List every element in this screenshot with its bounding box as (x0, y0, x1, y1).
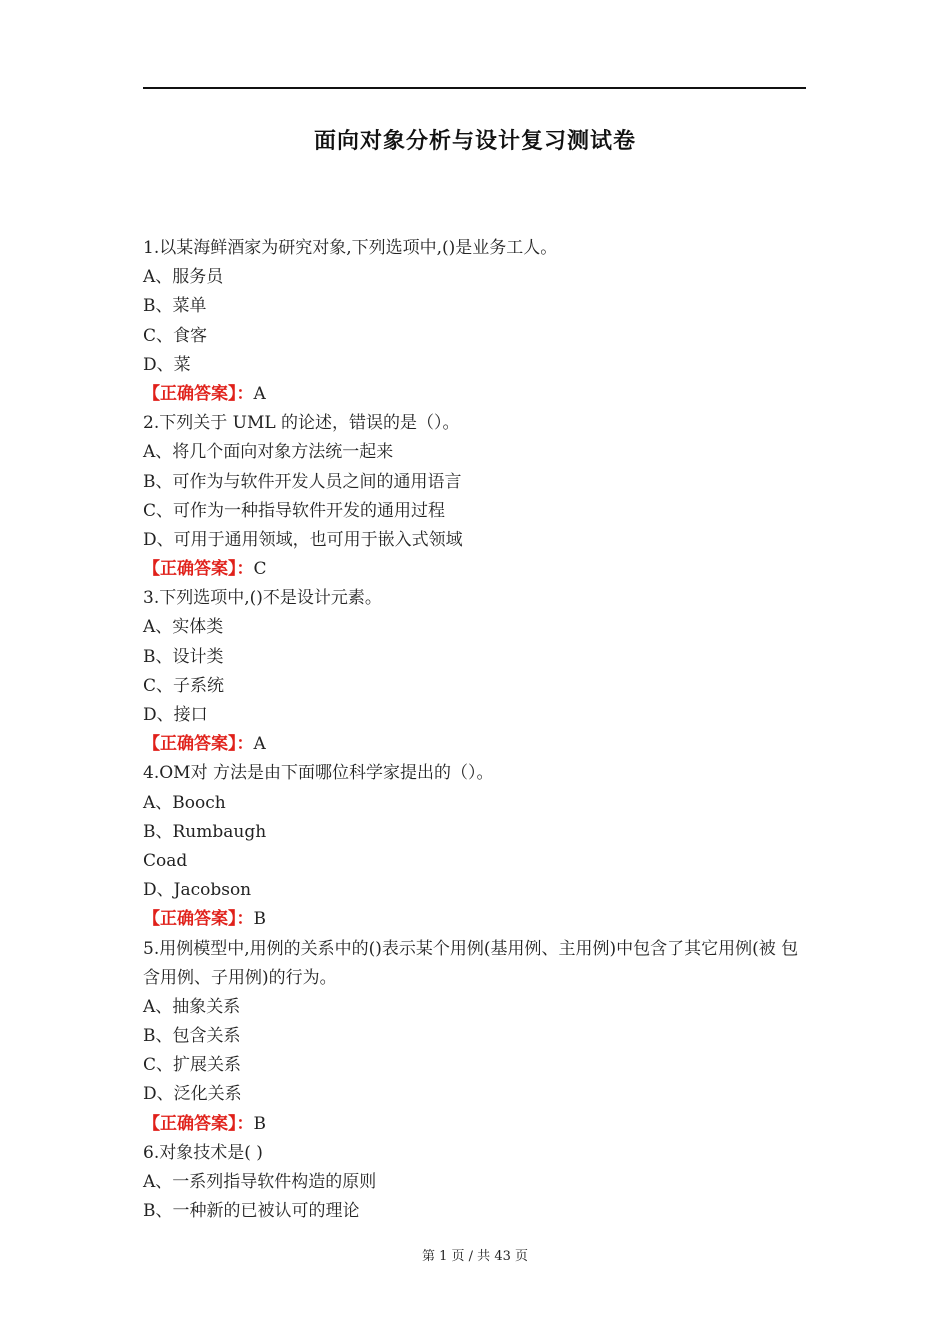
question-stem: 5.用例模型中,用例的关系中的()表示某个用例(基用例、主用例)中包含了其它用例(被 包含用例、子用例)的行为。 (143, 938, 799, 988)
option-c: C、食客 (143, 325, 208, 346)
question-stem: 4.OM对 方法是由下面哪位科学家提出的（）。 (143, 763, 494, 784)
option-b: B、一种新的已被认可的理论 (143, 1201, 360, 1222)
option-d: D、菜 (143, 354, 191, 375)
answer-line (143, 1110, 813, 1139)
header-rule (143, 87, 806, 89)
answer-label: 【正确答案】： (143, 1113, 254, 1134)
question-stem: 3.下列选项中,()不是设计元素。 (143, 588, 382, 609)
question-stem: 2.下列关于 UML 的论述，错误的是（）。 (143, 413, 460, 434)
option-a: A、服务员 (143, 267, 224, 288)
answer-label: 【正确答案】： (143, 909, 254, 930)
option-c: Coad (143, 850, 188, 871)
page-footer: 第 1 页 / 共 43 页 (422, 1249, 528, 1264)
option-a: A、抽象关系 (143, 996, 241, 1017)
option-b: B、菜单 (143, 296, 207, 317)
answer-value: A (253, 383, 266, 404)
option-d: D、泛化关系 (143, 1084, 242, 1105)
option-a: A、实体类 (143, 617, 224, 638)
option-d: D、Jacobson (143, 880, 252, 901)
option-b: B、设计类 (143, 646, 224, 667)
option-c: C、扩展关系 (143, 1055, 242, 1076)
option-a: A、Booch (143, 792, 226, 813)
option-a: A、一系列指导软件构造的原则 (143, 1172, 377, 1193)
page-title: 面向对象分析与设计复习测试卷 (313, 129, 636, 154)
option-c: C、可作为一种指导软件开发的通用过程 (143, 500, 446, 521)
option-c: C、子系统 (143, 675, 225, 696)
answer-value: B (253, 909, 266, 930)
answer-line (143, 555, 813, 584)
question-list (143, 234, 813, 1226)
option-d: D、接口 (143, 705, 208, 725)
answer-label: 【正确答案】： (143, 559, 254, 580)
option-b: B、可作为与软件开发人员之间的通用语言 (143, 471, 462, 492)
option-d: D、可用于通用领域，也可用于嵌入式领域 (143, 529, 463, 550)
answer-value: C (253, 559, 267, 580)
answer-value: A (253, 734, 266, 755)
option-a: A、将几个面向对象方法统一起来 (143, 442, 394, 463)
answer-value: B (253, 1113, 266, 1134)
answer-line (143, 905, 813, 934)
question-stem: 6.对象技术是( ) (143, 1142, 263, 1163)
answer-label: 【正确答案】： (143, 383, 254, 404)
answer-line (143, 730, 813, 759)
answer-label: 【正确答案】： (143, 734, 254, 755)
question-stem: 1.以某海鲜酒家为研究对象,下列选项中,()是业务工人。 (143, 238, 558, 258)
answer-line (143, 380, 813, 409)
option-b: B、Rumbaugh (143, 821, 267, 842)
option-b: B、包含关系 (143, 1026, 241, 1047)
